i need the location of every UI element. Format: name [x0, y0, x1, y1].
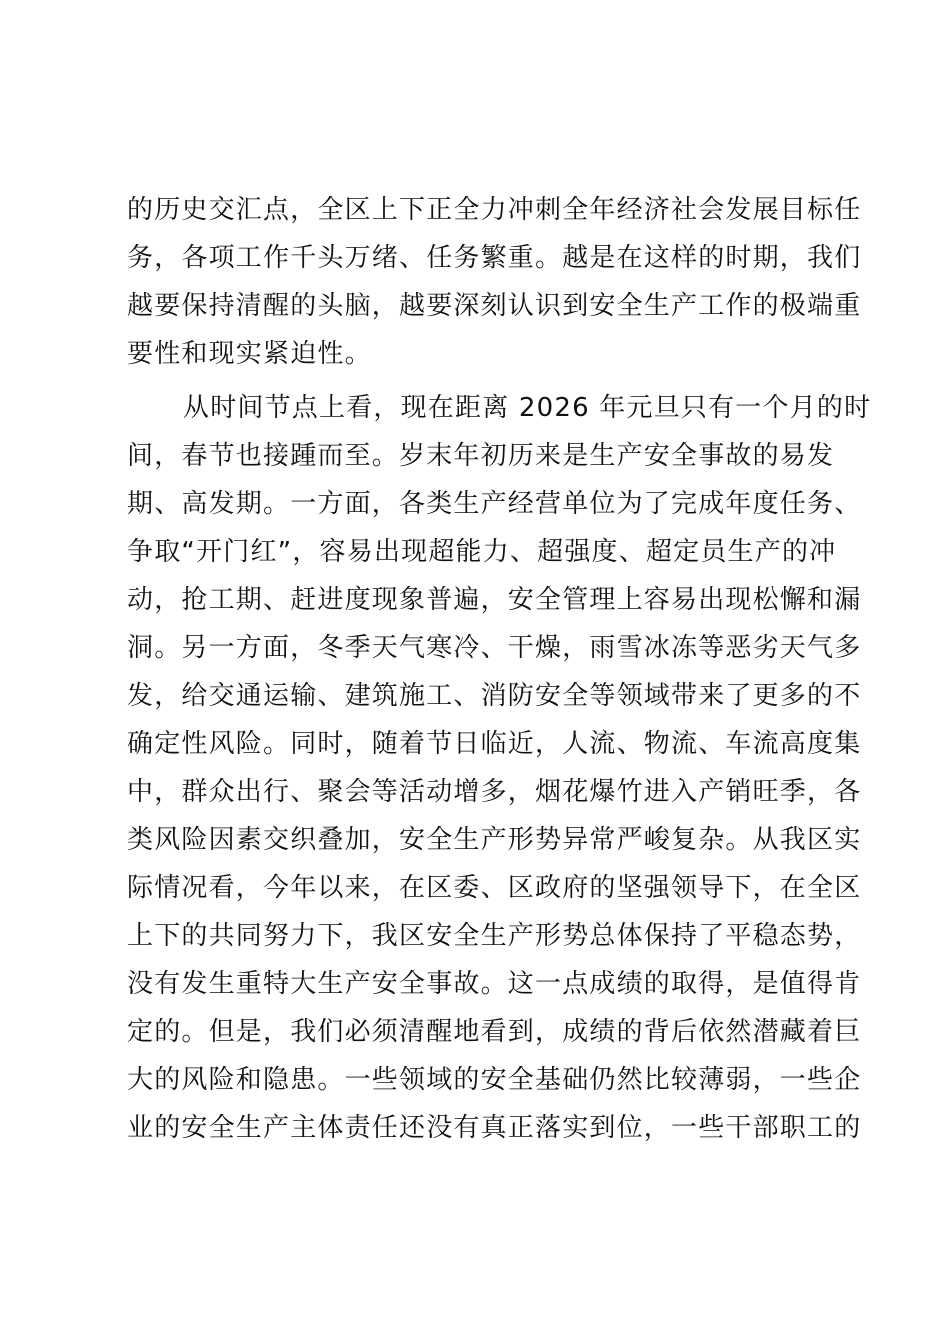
text-line: 的历史交汇点，全区上下正全力冲刺全年经济社会发展目标任 [127, 195, 862, 225]
text-line: 动，抢工期、赶进度现象普遍，安全管理上容易出现松懈和漏 [127, 585, 862, 615]
paragraph-2 [127, 384, 872, 1152]
text-line: 从时间节点上看，现在距离 2026 年元旦只有一个月的时 [183, 393, 872, 423]
text-line: 确定性风险。同时，随着节日临近，人流、物流、车流高度集 [127, 729, 862, 759]
text-line: 间，春节也接踵而至。岁末年初历来是生产安全事故的易发 [127, 441, 835, 471]
text-line: 大的风险和隐患。一些领域的安全基础仍然比较薄弱，一些企 [127, 1065, 862, 1095]
text-line: 越要保持清醒的头脑，越要深刻认识到安全生产工作的极端重 [127, 291, 862, 321]
text-line: 际情况看，今年以来，在区委、区政府的坚强领导下，在全区 [127, 873, 862, 903]
text-line: 定的。但是，我们必须清醒地看到，成绩的背后依然潜藏着巨 [127, 1017, 862, 1047]
paragraph-1 [127, 186, 862, 378]
text-line: 中，群众出行、聚会等活动增多，烟花爆竹进入产销旺季，各 [127, 777, 862, 807]
text-line: 业的安全生产主体责任还没有真正落实到位，一些干部职工的 [127, 1113, 862, 1143]
text-line: 发，给交通运输、建筑施工、消防安全等领域带来了更多的不 [127, 681, 862, 711]
text-line: 要性和现实紧迫性。 [127, 339, 372, 369]
text-line: 洞。另一方面，冬季天气寒冷、干燥，雨雪冰冻等恶劣天气多 [127, 633, 862, 663]
text-line: 务，各项工作千头万绪、任务繁重。越是在这样的时期，我们 [127, 243, 862, 273]
text-line: 类风险因素交织叠加，安全生产形势异常严峻复杂。从我区实 [127, 825, 862, 855]
text-line: 争取“开门红”，容易出现超能力、超强度、超定员生产的冲 [127, 537, 837, 567]
text-line: 期、高发期。一方面，各类生产经营单位为了完成年度任务、 [127, 489, 862, 519]
text-line: 上下的共同努力下，我区安全生产形势总体保持了平稳态势， [127, 921, 862, 951]
text-line: 没有发生重特大生产安全事故。这一点成绩的取得，是值得肯 [127, 969, 862, 999]
document-body [127, 186, 872, 1152]
